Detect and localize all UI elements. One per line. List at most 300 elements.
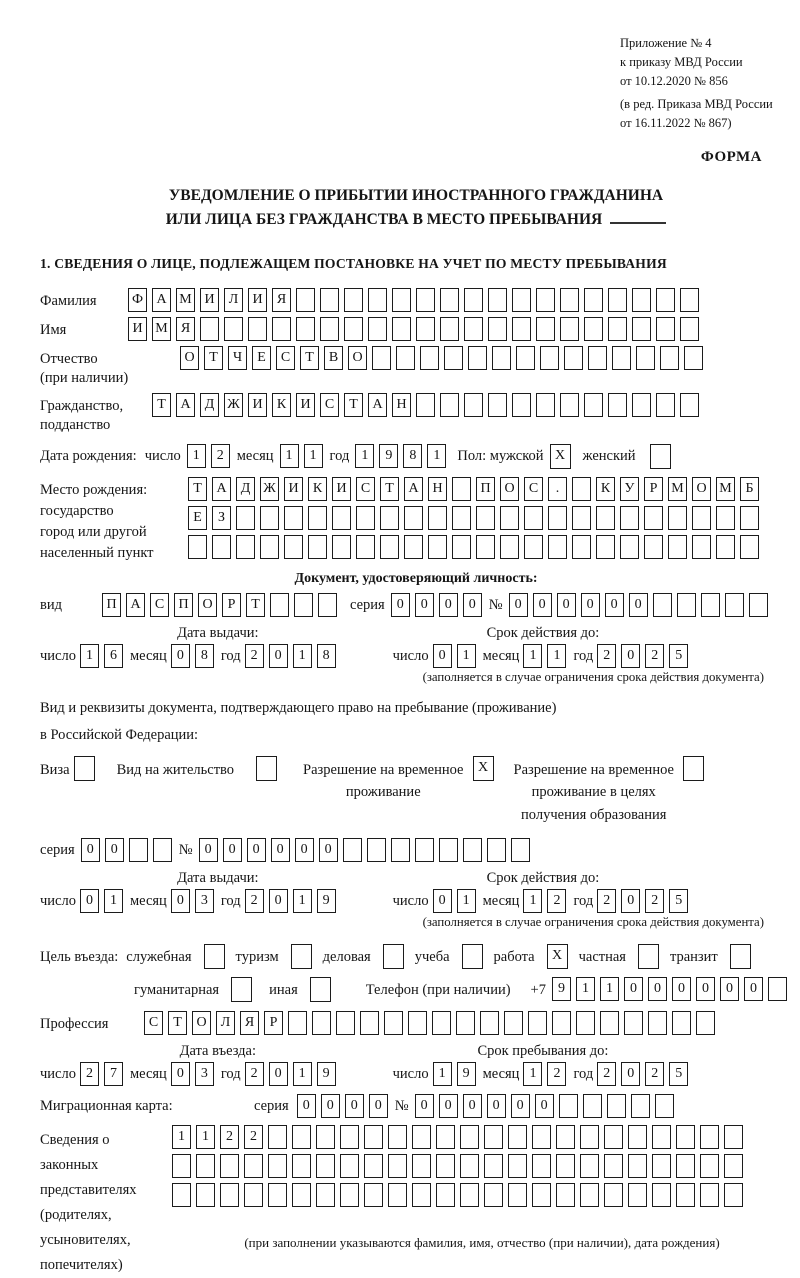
char-cell: 1: [576, 977, 595, 1001]
char-cell: [584, 317, 603, 341]
char-cell: [532, 1125, 551, 1149]
char-cell: [384, 1011, 403, 1035]
char-cell: [284, 535, 303, 559]
migration-seriya-cells: [297, 1094, 393, 1118]
valid-year-cells: [597, 644, 693, 668]
char-cell: И: [128, 317, 147, 341]
form-page: [40, 34, 792, 1278]
entry-year-cells: [245, 1062, 341, 1086]
char-cell: [244, 1183, 263, 1207]
permit-issue-month-cells: [171, 889, 219, 913]
char-cell: [560, 288, 579, 312]
char-cell: 0: [415, 1094, 434, 1118]
appendix-line: от 10.12.2020 № 856: [620, 73, 728, 88]
char-cell: [604, 1154, 623, 1178]
char-cell: [596, 506, 615, 530]
char-cell: [576, 1011, 595, 1035]
char-cell: [628, 1183, 647, 1207]
char-cell: Е: [188, 506, 207, 530]
issue-date-title: Дата выдачи:: [177, 870, 259, 887]
restriction-note: (заполняется в случае ограничения срока действия документа): [422, 915, 764, 930]
char-cell: [468, 346, 487, 370]
char-cell: [684, 346, 703, 370]
char-cell: [464, 317, 483, 341]
section1-heading: 1. СВЕДЕНИЯ О ЛИЦЕ, ПОДЛЕЖАЩЕМ ПОСТАНОВКЕ НА УЧЕТ ПО МЕСТУ ПРЕБЫВАНИЯ: [40, 255, 667, 271]
char-cell: [596, 535, 615, 559]
char-cell: 7: [104, 1062, 123, 1086]
char-cell: [508, 1183, 527, 1207]
char-cell: 1: [293, 1062, 312, 1086]
char-cell: О: [192, 1011, 211, 1035]
char-cell: [548, 506, 567, 530]
char-cell: 2: [597, 1062, 616, 1086]
char-cell: И: [296, 393, 315, 417]
char-cell: [768, 977, 787, 1001]
char-cell: [404, 535, 423, 559]
char-cell: М: [152, 317, 171, 341]
purpose-business-checkbox: [204, 944, 225, 969]
entry-date-title: Дата въезда:: [179, 1043, 257, 1060]
char-cell: [484, 1125, 503, 1149]
char-cell: [668, 506, 687, 530]
char-cell: [428, 535, 447, 559]
char-cell: Т: [344, 393, 363, 417]
char-cell: 2: [597, 889, 616, 913]
char-cell: 0: [463, 593, 482, 617]
valid-day-cells: [433, 644, 481, 668]
char-cell: 0: [269, 889, 288, 913]
identity-doc-dates: [40, 625, 792, 668]
char-cell: [607, 1094, 626, 1118]
char-cell: [612, 346, 631, 370]
char-cell: А: [152, 288, 171, 312]
char-cell: [536, 288, 555, 312]
char-cell: [488, 288, 507, 312]
birth-day-cells: [187, 444, 235, 468]
issue-date-group: [40, 625, 341, 668]
char-cell: [316, 1125, 335, 1149]
char-cell: [332, 535, 351, 559]
birth-year-cells: [355, 444, 451, 468]
char-cell: 0: [345, 1094, 364, 1118]
char-cell: [460, 1125, 479, 1149]
char-cell: П: [102, 593, 121, 617]
permit-valid-day-cells: [433, 889, 481, 913]
purpose-commercial-checkbox: [383, 944, 404, 969]
char-cell: 0: [487, 1094, 506, 1118]
char-cell: 1: [433, 1062, 452, 1086]
char-cell: Н: [428, 477, 447, 501]
char-cell: [655, 1094, 674, 1118]
char-cell: Б: [740, 477, 759, 501]
char-cell: [508, 1125, 527, 1149]
char-cell: [270, 593, 289, 617]
char-cell: К: [272, 393, 291, 417]
char-cell: 0: [672, 977, 691, 1001]
char-cell: 2: [645, 889, 664, 913]
char-cell: [656, 393, 675, 417]
char-cell: [656, 288, 675, 312]
char-cell: [340, 1125, 359, 1149]
char-cell: [236, 535, 255, 559]
char-cell: [572, 506, 591, 530]
day-label: число: [392, 893, 429, 910]
char-cell: [316, 1154, 335, 1178]
char-cell: С: [356, 477, 375, 501]
char-cell: [512, 393, 531, 417]
char-cell: [552, 1011, 571, 1035]
appendix-line: от 16.11.2022 № 867): [620, 116, 732, 130]
char-cell: [492, 346, 511, 370]
char-cell: [244, 1154, 263, 1178]
char-cell: [463, 838, 482, 862]
char-cell: [632, 317, 651, 341]
stay-until-title: Срок пребывания до:: [477, 1043, 609, 1060]
char-cell: [388, 1183, 407, 1207]
char-cell: 1: [172, 1125, 191, 1149]
char-cell: [548, 535, 567, 559]
char-cell: [364, 1183, 383, 1207]
permit-valid-year-cells: [597, 889, 693, 913]
sex-male-label: Пол: мужской: [457, 447, 544, 464]
year-label: год: [573, 1066, 594, 1083]
char-cell: Д: [200, 393, 219, 417]
char-cell: 2: [645, 1062, 664, 1086]
char-cell: [608, 393, 627, 417]
char-cell: С: [144, 1011, 163, 1035]
char-cell: К: [308, 477, 327, 501]
given-name-cells: [128, 317, 704, 341]
representatives-row-2: [172, 1154, 792, 1178]
char-cell: 0: [391, 593, 410, 617]
char-cell: [644, 506, 663, 530]
char-cell: [668, 535, 687, 559]
seriya-label: серия: [40, 842, 75, 859]
char-cell: [532, 1183, 551, 1207]
char-cell: 0: [321, 1094, 340, 1118]
char-cell: 1: [187, 444, 206, 468]
char-cell: [336, 1011, 355, 1035]
char-cell: 0: [297, 1094, 316, 1118]
char-cell: [648, 1011, 667, 1035]
month-label: месяц: [236, 447, 274, 464]
char-cell: Т: [168, 1011, 187, 1035]
char-cell: [464, 288, 483, 312]
char-cell: [564, 346, 583, 370]
char-cell: 0: [720, 977, 739, 1001]
char-cell: Ж: [224, 393, 243, 417]
char-cell: М: [668, 477, 687, 501]
char-cell: 0: [621, 1062, 640, 1086]
char-cell: 1: [523, 644, 542, 668]
char-cell: [415, 838, 434, 862]
char-cell: 0: [629, 593, 648, 617]
char-cell: [628, 1154, 647, 1178]
title-line-2: ИЛИ ЛИЦА БЕЗ ГРАЖДАНСТВА В МЕСТО ПРЕБЫВАНИЯ: [40, 208, 792, 232]
char-cell: 3: [195, 889, 214, 913]
char-cell: 0: [269, 644, 288, 668]
char-cell: 2: [597, 644, 616, 668]
day-label: число: [40, 893, 76, 910]
permit-valid-month-cells: [523, 889, 571, 913]
char-cell: [724, 1125, 743, 1149]
char-cell: [412, 1125, 431, 1149]
char-cell: 0: [369, 1094, 388, 1118]
char-cell: [584, 288, 603, 312]
char-cell: [452, 535, 471, 559]
char-cell: Р: [264, 1011, 283, 1035]
char-cell: 3: [195, 1062, 214, 1086]
char-cell: [725, 593, 744, 617]
char-cell: [268, 1154, 287, 1178]
char-cell: 0: [621, 889, 640, 913]
char-cell: 0: [605, 593, 624, 617]
char-cell: [268, 1183, 287, 1207]
char-cell: [692, 506, 711, 530]
char-cell: [652, 1125, 671, 1149]
visa-checkbox: [74, 756, 95, 781]
char-cell: Т: [188, 477, 207, 501]
permit-number-cells: [199, 838, 535, 862]
char-cell: [292, 1154, 311, 1178]
permit-issue-day-cells: [80, 889, 128, 913]
birth-place-block: [40, 477, 792, 564]
number-label: №: [488, 596, 503, 613]
doc-number-cells: [509, 593, 773, 617]
char-cell: Я: [272, 288, 291, 312]
representatives-block: [40, 1125, 792, 1278]
char-cell: [129, 838, 148, 862]
char-cell: О: [198, 593, 217, 617]
temp-edu-checkbox: [683, 756, 704, 781]
char-cell: [560, 317, 579, 341]
permit-issue-year-cells: [245, 889, 341, 913]
permit-options-row: [40, 756, 792, 826]
char-cell: [388, 1154, 407, 1178]
char-cell: [404, 506, 423, 530]
purpose-transit-checkbox: [730, 944, 751, 969]
appendix-line: (в ред. Приказа МВД России: [620, 97, 773, 112]
char-cell: 2: [211, 444, 230, 468]
number-label: №: [178, 842, 193, 859]
stay-month-cells: [523, 1062, 571, 1086]
purpose-option-label: гуманитарная: [134, 982, 220, 999]
char-cell: [480, 1011, 499, 1035]
char-cell: [536, 393, 555, 417]
char-cell: 0: [171, 889, 190, 913]
char-cell: А: [404, 477, 423, 501]
char-cell: Т: [300, 346, 319, 370]
char-cell: 8: [317, 644, 336, 668]
char-cell: [677, 593, 696, 617]
char-cell: [340, 1183, 359, 1207]
char-cell: 0: [744, 977, 763, 1001]
entry-date-group: [40, 1043, 341, 1086]
char-cell: [320, 288, 339, 312]
char-cell: 2: [244, 1125, 263, 1149]
stay-year-cells: [597, 1062, 693, 1086]
char-cell: [556, 1183, 575, 1207]
representatives-label: Сведения о законных представителях (родителях, усыновителях, попечителях): [40, 1132, 137, 1274]
representatives-row-1: [172, 1125, 792, 1149]
female-checkbox: [650, 444, 671, 469]
purpose-option-label: служебная: [126, 949, 192, 966]
char-cell: [608, 317, 627, 341]
char-cell: Д: [236, 477, 255, 501]
purpose-humanitarian-checkbox: [231, 977, 252, 1002]
char-cell: [580, 1154, 599, 1178]
char-cell: [408, 1011, 427, 1035]
char-cell: [740, 535, 759, 559]
char-cell: [696, 1011, 715, 1035]
char-cell: 0: [509, 593, 528, 617]
char-cell: [672, 1011, 691, 1035]
citizenship-label: Гражданство, подданство: [40, 397, 124, 433]
char-cell: М: [176, 288, 195, 312]
char-cell: 2: [547, 1062, 566, 1086]
char-cell: Т: [152, 393, 171, 417]
patronymic-cells: [180, 346, 708, 370]
char-cell: 0: [439, 1094, 458, 1118]
permit-intro-line-1: Вид и реквизиты документа, подтверждающего право на пребывание (проживание): [40, 699, 557, 716]
representatives-row-3: [172, 1183, 792, 1207]
char-cell: И: [284, 477, 303, 501]
year-label: год: [220, 647, 241, 664]
char-cell: Т: [204, 346, 223, 370]
char-cell: [460, 1183, 479, 1207]
char-cell: 5: [669, 889, 688, 913]
char-cell: [288, 1011, 307, 1035]
char-cell: [524, 506, 543, 530]
char-cell: [440, 317, 459, 341]
char-cell: 1: [547, 644, 566, 668]
char-cell: 0: [581, 593, 600, 617]
char-cell: 1: [457, 889, 476, 913]
char-cell: [440, 393, 459, 417]
issue-date-title: Дата выдачи:: [177, 624, 259, 641]
birth-month-cells: [280, 444, 328, 468]
seriya-label: серия: [254, 1098, 289, 1115]
char-cell: [583, 1094, 602, 1118]
birth-place-cells: [188, 477, 764, 559]
char-cell: [318, 593, 337, 617]
char-cell: 2: [645, 644, 664, 668]
char-cell: [308, 506, 327, 530]
char-cell: 9: [379, 444, 398, 468]
char-cell: [680, 317, 699, 341]
char-cell: [604, 1183, 623, 1207]
char-cell: 2: [80, 1062, 99, 1086]
char-cell: [540, 346, 559, 370]
char-cell: [572, 477, 591, 501]
char-cell: [512, 288, 531, 312]
char-cell: 1: [80, 644, 99, 668]
char-cell: [700, 1125, 719, 1149]
char-cell: К: [596, 477, 615, 501]
migration-card-row: [40, 1094, 792, 1118]
char-cell: [560, 393, 579, 417]
char-cell: 0: [271, 838, 290, 862]
char-cell: [636, 346, 655, 370]
char-cell: И: [248, 393, 267, 417]
male-checkbox: X: [550, 444, 571, 469]
char-cell: 0: [415, 593, 434, 617]
char-cell: 0: [535, 1094, 554, 1118]
char-cell: [292, 1125, 311, 1149]
char-cell: [332, 506, 351, 530]
char-cell: [624, 1011, 643, 1035]
stay-day-cells: [433, 1062, 481, 1086]
char-cell: [580, 1183, 599, 1207]
char-cell: [396, 346, 415, 370]
char-cell: [559, 1094, 578, 1118]
char-cell: [172, 1183, 191, 1207]
char-cell: [367, 838, 386, 862]
char-cell: [500, 535, 519, 559]
char-cell: 9: [317, 1062, 336, 1086]
char-cell: [416, 393, 435, 417]
migration-card-label: Миграционная карта:: [40, 1098, 173, 1115]
valid-until-group: [393, 870, 694, 913]
sex-female-label: женский: [582, 447, 636, 464]
char-cell: 9: [317, 889, 336, 913]
year-label: год: [220, 1066, 241, 1083]
char-cell: [504, 1011, 523, 1035]
char-cell: [356, 535, 375, 559]
char-cell: [740, 506, 759, 530]
entry-purpose-label: Цель въезда:: [40, 949, 119, 966]
char-cell: [452, 506, 471, 530]
char-cell: 0: [621, 644, 640, 668]
purpose-option-label: частная: [578, 949, 626, 966]
char-cell: 9: [457, 1062, 476, 1086]
char-cell: [268, 1125, 287, 1149]
entry-purpose-row-2: [40, 977, 792, 1002]
purpose-option-label: туризм: [235, 949, 279, 966]
surname-cells: [128, 288, 704, 312]
char-cell: [676, 1154, 695, 1178]
option-residence: Вид на жительство: [117, 756, 277, 781]
char-cell: [652, 1154, 671, 1178]
valid-month-cells: [523, 644, 571, 668]
option-temp-edu-permit: Разрешение на временное проживание в целях получения образования: [514, 756, 704, 826]
migration-number-cells: [415, 1094, 679, 1118]
char-cell: [532, 1154, 551, 1178]
char-cell: [700, 1183, 719, 1207]
char-cell: [680, 393, 699, 417]
issue-date-group: [40, 870, 341, 913]
valid-until-title: Срок действия до:: [486, 870, 600, 887]
char-cell: Я: [240, 1011, 259, 1035]
phone-prefix: +7: [530, 982, 546, 999]
char-cell: [368, 288, 387, 312]
char-cell: [700, 1154, 719, 1178]
char-cell: [292, 1183, 311, 1207]
char-cell: [584, 393, 603, 417]
char-cell: [220, 1154, 239, 1178]
char-cell: И: [332, 477, 351, 501]
char-cell: 1: [304, 444, 323, 468]
char-cell: 0: [81, 838, 100, 862]
char-cell: [512, 317, 531, 341]
char-cell: [388, 1125, 407, 1149]
char-cell: Т: [246, 593, 265, 617]
char-cell: [620, 535, 639, 559]
char-cell: [676, 1183, 695, 1207]
permit-intro-line-2: в Российской Федерации:: [40, 727, 199, 744]
char-cell: [511, 838, 530, 862]
char-cell: Л: [224, 288, 243, 312]
